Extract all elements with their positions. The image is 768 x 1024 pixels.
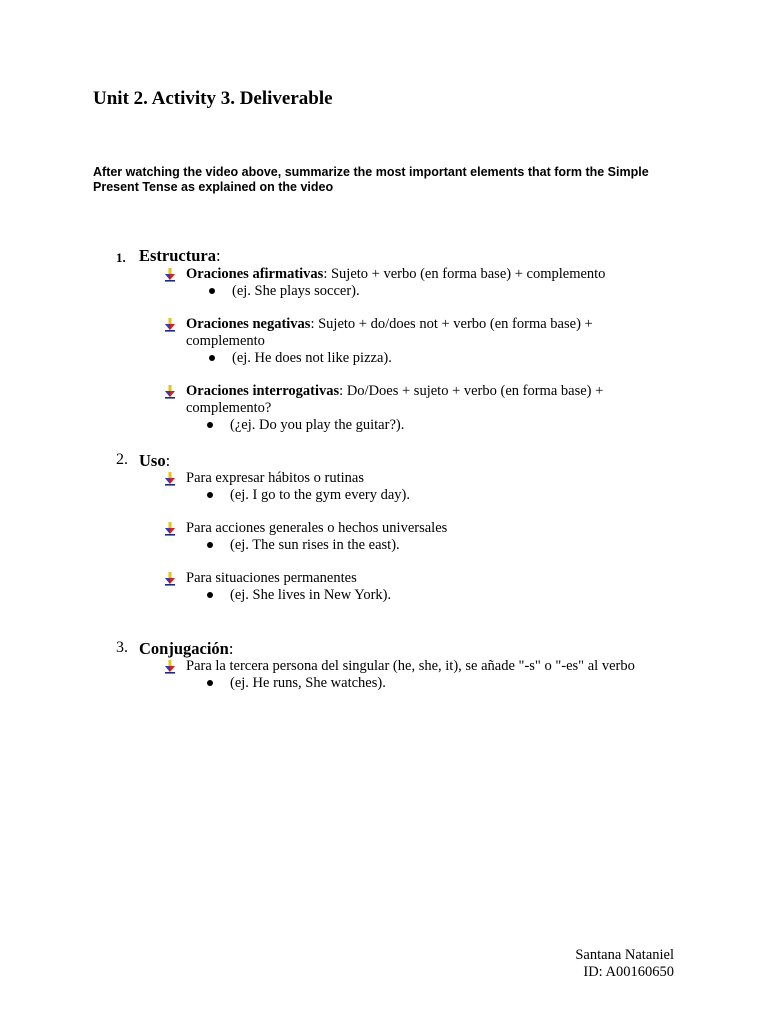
list-item: Oraciones afirmativas: Sujeto + verbo (en forma base) + complemento <box>186 266 606 282</box>
section-heading-estructura: Estructura: <box>139 246 221 265</box>
author-block <box>575 947 674 981</box>
bullet-icon <box>209 355 215 361</box>
arrow-bullet-icon <box>164 660 176 674</box>
author-name: Santana Nataniel <box>575 947 674 963</box>
example-text: (ej. I go to the gym every day). <box>230 487 410 503</box>
section-number: 2. <box>116 451 128 468</box>
arrow-bullet-icon <box>164 268 176 282</box>
list-item: Oraciones interrogativas: Do/Does + sujeto + verbo (en forma base) + complemento? <box>186 383 604 416</box>
section-heading-uso: Uso: <box>139 451 171 470</box>
example-text: (¿ej. Do you play the guitar?). <box>230 417 405 433</box>
section-number: 1. <box>116 250 126 265</box>
example-text: (ej. The sun rises in the east). <box>230 537 400 553</box>
example-text: (ej. He runs, She watches). <box>230 675 386 691</box>
list-item: Para acciones generales o hechos universales <box>186 520 448 536</box>
document-title: Unit 2. Activity 3. Deliverable <box>93 88 333 109</box>
arrow-bullet-icon <box>164 522 176 536</box>
bullet-icon <box>207 422 213 428</box>
example-text: (ej. She plays soccer). <box>232 283 360 299</box>
bullet-icon <box>207 680 213 686</box>
bullet-icon <box>207 592 213 598</box>
section-heading-conjugacion: Conjugación: <box>139 639 234 658</box>
section-number: 3. <box>116 639 128 656</box>
instructions: After watching the video above, summarize the most important elements that form the Simple Present Tense as explained on the video <box>93 165 649 194</box>
example-text: (ej. He does not like pizza). <box>232 350 392 366</box>
list-item: Para situaciones permanentes <box>186 570 357 586</box>
bullet-icon <box>207 542 213 548</box>
list-item: Para expresar hábitos o rutinas <box>186 470 364 486</box>
arrow-bullet-icon <box>164 472 176 486</box>
arrow-bullet-icon <box>164 572 176 586</box>
example-text: (ej. She lives in New York). <box>230 587 392 603</box>
bullet-icon <box>207 492 213 498</box>
arrow-bullet-icon <box>164 318 176 332</box>
list-item: Para la tercera persona del singular (he, she, it), se añade "-s" o "-es" al verbo <box>186 658 635 674</box>
list-item: Oraciones negativas: Sujeto + do/does not + verbo (en forma base) + complemento <box>186 316 593 349</box>
arrow-bullet-icon <box>164 385 176 399</box>
bullet-icon <box>209 288 215 294</box>
student-id: ID: A00160650 <box>583 964 674 980</box>
